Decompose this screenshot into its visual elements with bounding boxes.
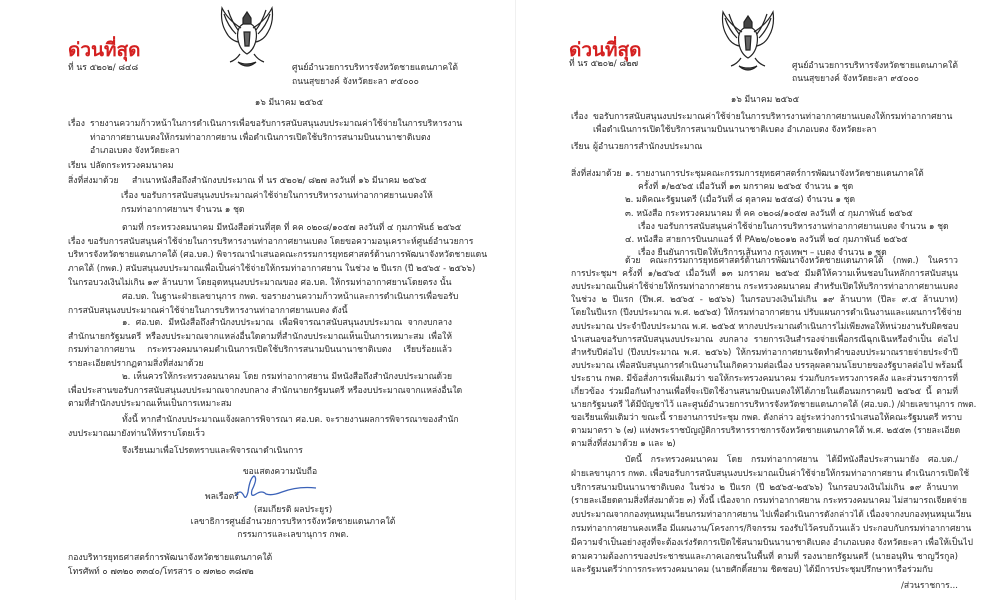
- signer-position: กรรมการและเลขานุการ กพต.: [237, 530, 349, 540]
- enclosure-label: สิ่งที่ส่งมาด้วย: [68, 176, 119, 186]
- recipient-label: เรียน: [68, 161, 87, 171]
- body-paragraph-line: บริหารจังหวัดชายแดนภาคใต้ (ศอ.บต.) พิจารณานำเสนอคณะกรรมการยุทธศาสตร์ด้านการพัฒนาจังหวัดชายแดน: [68, 250, 488, 261]
- reference-number: ที่ นร ๕๒๐๒/ ๘๒๗: [569, 59, 639, 69]
- subject-label: เรื่อง: [571, 112, 588, 122]
- sender-organization: ศูนย์อำนวยการบริหารจังหวัดชายแดนภาคใต้: [292, 63, 458, 73]
- body-paragraph-line: ตามที่สำนักงบประมาณเห็นเป็นการเหมาะสม: [68, 399, 232, 409]
- handwritten-signature: [232, 474, 322, 504]
- enclosure-line: สำเนาหนังสือถึงสำนักงบประมาณ ที่ นร ๕๒๐๒/ ๘๒๗ ลงวันที่ ๑๖ มีนาคม ๒๕๖๕: [132, 176, 427, 186]
- body-paragraph-line: ในกรอบวงเงินไม่เกิน ๑๙ ล้านบาท โดยอุดหนุนงบประมาณของ ศอ.บต. ให้กรมท่าอากาศยานโดยตรง นั้น: [68, 277, 452, 288]
- enclosure-line: ครั้งที่ ๑/๒๕๖๕ เมื่อวันที่ ๑๓ มกราคม ๒๕๖๕ จำนวน ๑ ชุด: [638, 182, 854, 193]
- urgent-label: ด่วนที่สุด: [68, 39, 141, 61]
- body-paragraph-line: เพื่อประสานขอรับการสนับสนุนงบประมาณจากงบกลาง สำนักนายกรัฐมนตรี หรืองบประมาณจากแหล่งอื่นใด: [68, 385, 463, 396]
- sender-organization: ศูนย์อำนวยการบริหารจังหวัดชายแดนภาคใต้: [792, 61, 958, 71]
- reference-number: ที่ นร ๕๒๐๒/ ๘๔๘: [68, 63, 139, 73]
- footer-department: กองบริหารยุทธศาสตร์การพัฒนาจังหวัดชายแดนภาคใต้: [68, 553, 273, 563]
- signer-rank: พลเรือตรี: [205, 492, 239, 502]
- body-paragraph-line: เรื่อง ขอรับการสนับสนุนค่าใช้จ่ายในการบริหารงานท่าอากาศยานเบตง โดยขอความอนุเคราะห์ศูนย์อำนวยการ: [68, 236, 474, 247]
- enclosure-line: เรื่อง ขอรับการสนับสนุนงบประมาณค่าใช้จ่ายในการบริหารงานท่าอากาศยานเบตงให้: [121, 191, 433, 201]
- body-paragraph-line: สำหรับปีต่อไป (ปีงบประมาณ พ.ศ. ๒๕๖๖) ให้กรมท่าอากาศยานจัดทำคำของบประมาณรายจ่ายประจำปี: [571, 347, 958, 358]
- body-paragraph-line: รายละเอียดปรากฏตามสิ่งที่ส่งมาด้วย: [68, 358, 204, 369]
- closing-salutation: ขอแสดงความนับถือ: [242, 467, 318, 477]
- body-paragraph-line: จึงเรียนมาเพื่อโปรดทราบและพิจารณาดำเนินการ: [122, 446, 303, 456]
- body-paragraph-line: นำเสนอขอรับการสนับสนุนงบประมาณ งบกลาง รายการเงินสำรองจ่ายเพื่อกรณีฉุกเฉินหรือจำเป็น ต่อไป: [571, 334, 958, 345]
- body-paragraph-line: กรมท่าอากาศยานคงเหลือ มีแผนงาน/โครงการ/กิจกรรม รองรับไว้ครบถ้วนแล้ว ประกอบกับกรมท่าอากาศยาน: [571, 524, 972, 534]
- garuda-emblem-icon: [717, 10, 779, 76]
- body-paragraph-line: สำนักนายกรัฐมนตรี หรืองบประมาณจากแหล่งอื่นใดตามที่สำนักงบประมาณเห็นเป็นการเหมาะสม เพื่อให้: [68, 331, 452, 342]
- body-paragraph-line: ๒. เห็นควรให้กระทรวงคมนาคม โดย กรมท่าอากาศยาน มีหนังสือถึงสำนักงบประมาณด้วย: [122, 372, 452, 382]
- recipient: ผู้อำนวยการสำนักงบประมาณ: [593, 142, 703, 152]
- body-paragraph-line: โดยในปีแรก (ปีงบประมาณ พ.ศ. ๒๕๖๕) ให้กรมท่าอากาศยาน ปรับแผนการดำเนินงานและแผนการใช้จ่าย: [571, 308, 962, 319]
- body-paragraph-line: มีความจำเป็นอย่างสูงที่จะต้องเร่งรัดการเปิดใช้สนามบินนานาชาติเบตง อำเภอเบตง จังหวัดยะลา เพื่อให้เป็นไป: [571, 537, 973, 548]
- body-paragraph-line: ด้วย คณะกรรมการยุทธศาสตร์ด้านการพัฒนาจังหวัดชายแดนภาคใต้ (กพต.) ในคราว: [625, 256, 958, 266]
- subject-line: เพื่อดำเนินการเปิดใช้บริการสนามบินนานาชาติเบตง อำเภอเบตง จังหวัดยะลา: [593, 125, 877, 135]
- body-paragraph-line: เกี่ยวข้อง ร่วมมือกันทำงานเพื่อที่จะเปิดใช้งานสนามบินเบตงให้ได้ภายในเดือนมกราคมปี ๒๕๖๕ นี้ ตามที่: [571, 387, 958, 397]
- recipient-label: เรียน: [571, 142, 590, 152]
- body-paragraph-line: ในช่วง ๒ ปีแรก (ปีพ.ศ. ๒๕๖๕ - ๒๕๖๖) ในกรอบวงเงินไม่เกิน ๑๙ ล้านบาท (ปีละ ๙.๕ ล้านบาท): [571, 295, 958, 306]
- body-paragraph-line: นายกรัฐมนตรี ได้มีบัญชาไว้ และศูนย์อำนวยการบริหารจังหวัดชายแดนภาคใต้ (ศอ.บต.) /ฝ่ายเลขานุการ กพต.: [571, 400, 977, 411]
- letter-date: ๑๖ มีนาคม ๒๕๖๕: [254, 98, 324, 108]
- body-paragraph-line: กรมท่าอากาศยาน กระทรวงคมนาคมดำเนินการเปิดใช้บริการสนามบินนานาชาติเบตง เรียบร้อยแล้ว: [68, 345, 452, 355]
- enclosure-line: เรื่อง ยืนยันการเปิดให้บริการเส้นทาง กรุงเทพฯ – เบตง จำนวน ๑ ชุด: [638, 248, 887, 259]
- enclosure-line: เรื่อง ขอรับการสนับสนุนค่าใช้จ่ายในการบริหารงานท่าอากาศยานเบตง จำนวน ๑ ชุด: [638, 221, 949, 232]
- urgent-label: ด่วนที่สุด: [569, 39, 642, 61]
- body-paragraph-line: การสนับสนุนงบประมาณค่าใช้จ่ายในการบริหารงานท่าอากาศยานเบตง ดังนี้: [68, 305, 348, 316]
- enclosure-label: สิ่งที่ส่งมาด้วย: [571, 169, 622, 179]
- body-paragraph-line: ศอ.บต. ในฐานะฝ่ายเลขานุการ กพต. ขอรายงานความก้าวหน้าและการดำเนินการเพื่อขอรับ: [122, 292, 459, 302]
- enclosure-line: ๒. มติคณะรัฐมนตรี (เมื่อวันที่ ๘ ตุลาคม ๒๕๕๘) จำนวน ๑ ชุด: [625, 195, 856, 206]
- enclosure-line: ๔. หนังสือ สายการบินนกแอร์ ที่ PA๒๒/๐๒๐๑๒ ลงวันที่ ๒๔ กุมภาพันธ์ ๒๕๖๕: [625, 235, 908, 245]
- body-paragraph-line: ทั้งนี้ หากสำนักงบประมาณแจ้งผลการพิจารณา ศอ.บต. จะรายงานผลการพิจารณาของสำนัก: [122, 415, 459, 425]
- body-paragraph-line: ตามที่ กระทรวงคมนาคม มีหนังสือด่วนที่สุด ที่ คค ๐๒๐๘/๑๐๕๗ ลงวันที่ ๔ กุมภาพันธ์ ๒๕๖๕: [122, 223, 462, 233]
- subject-line: ท่าอากาศยานเบตงให้กรมท่าอากาศยาน เพื่อดำเนินการเปิดใช้บริการสนามบินนานาชาติเบตง: [90, 132, 431, 143]
- body-paragraph-line: งบประมาณมายังท่านให้ทราบโดยเร็ว: [68, 428, 205, 439]
- body-paragraph-line: การประชุมฯ ครั้งที่ ๑/๒๕๖๕ เมื่อวันที่ ๑๓ มกราคม ๒๕๖๕ มีมติให้ความเห็นชอบในหลักการสนับสนุน: [571, 269, 958, 280]
- body-paragraph-line: บริการสนามบินนานาชาติเบตง ในช่วง ๒ ปีแรก (ปี ๒๕๖๕-๒๕๖๖) ในกรอบวงเงินไม่เกิน ๑๙ ล้านบาท: [571, 482, 958, 493]
- letter-date: ๑๖ มีนาคม ๒๕๖๕: [730, 95, 800, 105]
- enclosure-line: ๑. รายงานการประชุมคณะกรรมการยุทธศาสตร์การพัฒนาจังหวัดชายแดนภาคใต้: [625, 169, 924, 179]
- signer-name: (สมเกียรติ ผลประยูร): [253, 505, 333, 515]
- body-paragraph-line: ฝ่ายเลขานุการ กพต. เพื่อขอรับการสนับสนุนงบประมาณเป็นค่าใช้จ่ายให้กรมท่าอากาศยาน ดำเนินการเปิดใช้: [571, 468, 970, 479]
- continuation-marker: /ส่วนราชการ...: [901, 581, 958, 591]
- enclosure-line: ๓. หนังสือ กระทรวงคมนาคม ที่ คค ๐๒๐๘/๑๐๕๗ ลงวันที่ ๔ กุมภาพันธ์ ๒๕๖๕: [625, 208, 913, 219]
- body-paragraph-line: ๑. ศอ.บต. มีหนังสือถึงสำนักงบประมาณ เพื่อพิจารณาสนับสนุนงบประมาณ จากงบกลาง: [122, 318, 452, 328]
- body-paragraph-line: ตามมาตรา ๖ (๗) แห่งพระราชบัญญัติการบริหารราชการจังหวัดชายแดนภาคใต้ พ.ศ. ๒๕๕๓ (รายละเอียด: [571, 426, 961, 437]
- enclosure-line: กรมท่าอากาศยานฯ จำนวน ๑ ชุด: [121, 205, 245, 215]
- body-paragraph-line: บัดนี้ กระทรวงคมนาคม โดย กรมท่าอากาศยาน ได้มีหนังสือประสานมายัง ศอ.บต./: [625, 455, 958, 465]
- sender-address: ถนนสุขยางค์ จังหวัดยะลา ๙๕๐๐๐: [792, 74, 919, 84]
- subject-line: ขอรับการสนับสนุนงบประมาณค่าใช้จ่ายในการบริหารงานท่าอากาศยานเบตงให้กรมท่าอากาศยาน: [593, 112, 953, 122]
- sender-address: ถนนสุขยางค์ จังหวัดยะลา ๙๕๐๐๐: [292, 77, 419, 87]
- garuda-emblem-icon: [216, 6, 278, 72]
- recipient: ปลัดกระทรวงคมนาคม: [90, 161, 174, 171]
- body-paragraph-line: ภาคใต้ (กพต.) สนับสนุนงบประมาณเพื่อเป็นค่าใช้จ่ายให้กรมท่าอากาศยาน ในช่วง ๒ ปีแรก (ปี ๒๕๖๕ - ๒๕๖๖): [68, 264, 476, 275]
- subject-line: อำเภอเบตง จังหวัดยะลา: [90, 146, 180, 156]
- body-paragraph-line: ตามความต้องการของประชาชนและภาคเอกชนในพื้นที่ ตามที่ รองนายกรัฐมนตรี (นายอนุทิน ชาญวีรกูล): [571, 551, 958, 562]
- subject-label: เรื่อง: [68, 119, 85, 129]
- body-paragraph-line: และรัฐมนตรีว่าการกระทรวงคมนาคม (นายศักดิ์สยาม ชิดชอบ) ได้มีการประชุมปรึกษาหารือร่วมกับ: [571, 565, 933, 576]
- body-paragraph-line: งบประมาณจากกองทุนหมุนเวียนกรมท่าอากาศยาน ไปเพื่อดำเนินการดังกล่าวได้ เนื่องจากงบกองทุนหมุนเวียน: [571, 510, 972, 521]
- body-paragraph-line: งบประมาณ ประจำปีงบประมาณ พ.ศ. ๒๕๖๕ หากงบประมาณดำเนินการไม่เพียงพอให้หน่วยงานรับผิดชอบ: [571, 321, 959, 332]
- body-paragraph-line: งบประมาณ เพื่อสนับสนุนการดำเนินงานในเกิดความต่อเนื่อง บรรลุผลตามนโยบายของรัฐบาลต่อไป พร้อมนี้: [571, 360, 963, 371]
- body-paragraph-line: (รายละเอียดตามสิ่งที่ส่งมาด้วย ๓) ทั้งนี้ เนื่องจาก กรมท่าอากาศยาน กระทรวงคมนาคม ไม่สามารถเจียดจ่าย: [571, 496, 967, 507]
- body-paragraph-line: ตามสิ่งที่ส่งมาด้วย ๑ และ ๒): [571, 439, 676, 450]
- body-paragraph-line: ขอเรียนเพิ่มเติมว่า ขณะนี้ รายงานการประชุม กพต. ดังกล่าว อยู่ระหว่างการนำเสนอให้คณะรัฐมนตรี ทราบ: [571, 413, 962, 424]
- body-paragraph-line: ประธาน กพต. มีข้อสั่งการเพิ่มเติมว่า ขอให้กระทรวงคมนาคม ร่วมกับกระทรวงการคลัง และส่วนราชการที่: [571, 373, 958, 384]
- footer-contact: โทรศัพท์ ๐ ๗๓๒๐ ๓๓๔๐/โทรสาร ๐ ๗๓๒๐ ๓๘๗๒: [68, 567, 254, 577]
- body-paragraph-line: งบประมาณเป็นค่าใช้จ่ายให้กรมท่าอากาศยาน กระทรวงคมนาคม สำหรับเปิดให้บริการท่าอากาศยานเบตง: [571, 282, 958, 293]
- signer-position: เลขาธิการศูนย์อำนวยการบริหารจังหวัดชายแดนภาคใต้: [190, 517, 396, 527]
- subject-line: รายงานความก้าวหน้าในการดำเนินการเพื่อขอรับการสนับสนุนงบประมาณค่าใช้จ่ายในการบริหารงาน: [90, 119, 463, 129]
